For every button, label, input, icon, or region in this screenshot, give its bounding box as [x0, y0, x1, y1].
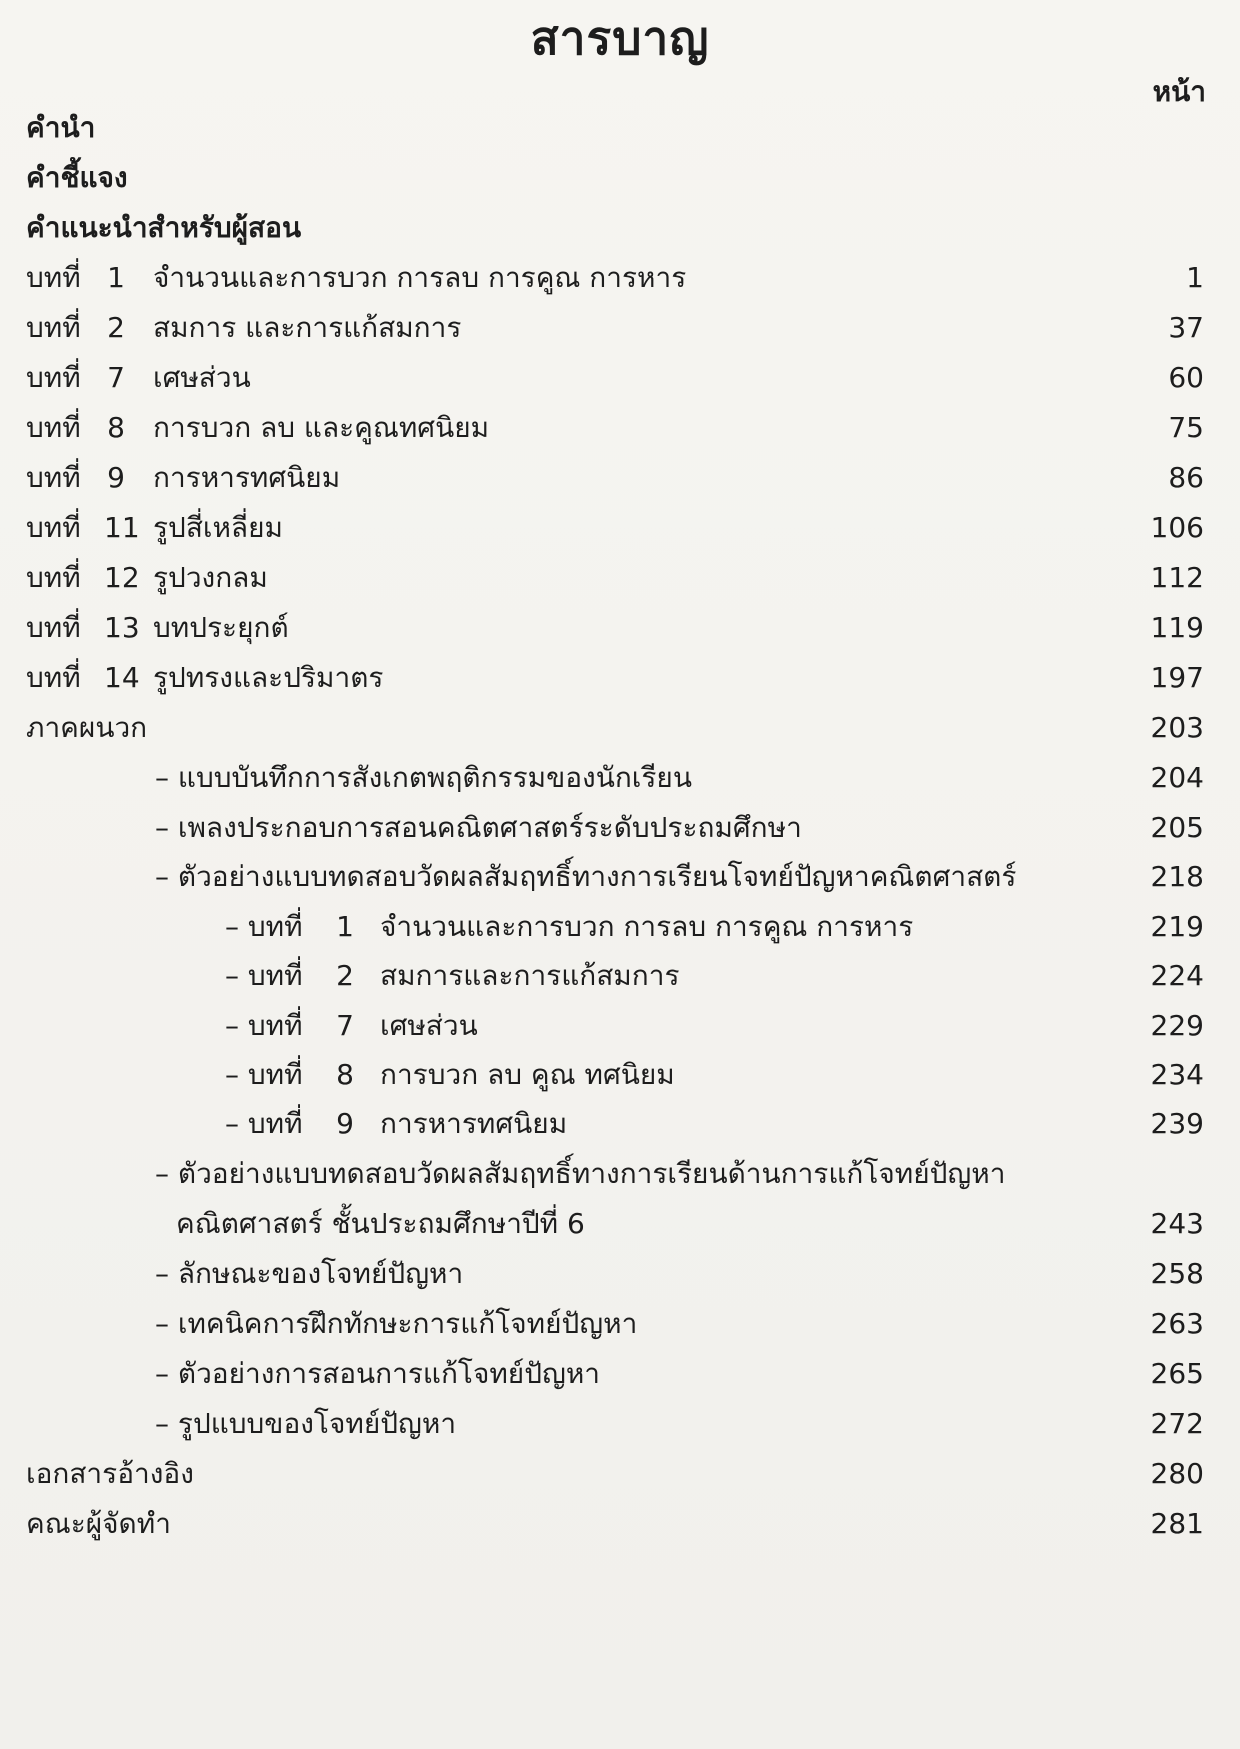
toc-appendix-row [0, 704, 1240, 752]
appendix-item-title: – เทคนิคการฝึกทักษะการแก้โจทย์ปัญหา [155, 1307, 638, 1340]
toc-appendix-subitem [0, 1100, 1240, 1148]
toc-chapter-row [0, 504, 1240, 552]
page-number: 37 [1168, 311, 1204, 344]
toc-entry-label: คณะผู้จัดทำ [26, 1507, 171, 1540]
appendix-item-title: – ตัวอย่างแบบทดสอบวัดผลสัมฤทธิ์ทางการเรียนด้านการแก้โจทย์ปัญหา [155, 1157, 1006, 1190]
chapter-title: สมการ และการแก้สมการ [153, 311, 462, 344]
page-number: 263 [1150, 1307, 1204, 1340]
subitem-label: – บทที่ [225, 1107, 303, 1140]
page-number: 229 [1150, 1009, 1204, 1042]
chapter-title: จำนวนและการบวก การลบ การคูณ การหาร [153, 261, 687, 294]
appendix-item-title: – ลักษณะของโจทย์ปัญหา [155, 1257, 464, 1290]
toc-chapter-row [0, 604, 1240, 652]
page-number: 219 [1150, 910, 1204, 943]
toc-appendix-subitem [0, 1051, 1240, 1099]
chapter-label: บทที่ [26, 261, 81, 294]
page-title: สารบาญ [530, 11, 710, 65]
chapter-label: บทที่ [26, 411, 81, 444]
subitem-label: – บทที่ [225, 959, 303, 992]
toc-appendix-subitem [0, 1002, 1240, 1050]
chapter-label: บทที่ [26, 511, 81, 544]
toc-chapter-row [0, 254, 1240, 302]
page-number: 218 [1150, 860, 1204, 893]
page-number: 281 [1150, 1507, 1204, 1540]
chapter-title: รูปสี่เหลี่ยม [153, 511, 283, 544]
subitem-number: 1 [336, 910, 354, 943]
page-number: 239 [1150, 1107, 1204, 1140]
chapter-title: รูปทรงและปริมาตร [153, 661, 384, 694]
chapter-number: 9 [107, 461, 125, 494]
chapter-number: 13 [104, 611, 140, 644]
toc-appendix-item [0, 1300, 1240, 1348]
chapter-number: 1 [107, 261, 125, 294]
subitem-label: – บทที่ [225, 1058, 303, 1091]
page-number: 86 [1168, 461, 1204, 494]
toc-appendix-subitem [0, 903, 1240, 951]
toc-chapter-row [0, 554, 1240, 602]
appendix-item-title-continued: คณิตศาสตร์ ชั้นประถมศึกษาปีที่ 6 [176, 1207, 585, 1240]
page-number: 60 [1168, 361, 1204, 394]
chapter-number: 12 [104, 561, 140, 594]
toc-appendix-item [0, 804, 1240, 852]
page-number: 224 [1150, 959, 1204, 992]
chapter-number: 2 [107, 311, 125, 344]
page-column-label: หน้า [1152, 75, 1206, 108]
chapter-number: 11 [104, 511, 140, 544]
appendix-label: ภาคผนวก [26, 711, 148, 744]
page-number: 272 [1150, 1407, 1204, 1440]
subitem-title: เศษส่วน [380, 1009, 478, 1042]
page-number: 280 [1150, 1457, 1204, 1490]
chapter-label: บทที่ [26, 361, 81, 394]
toc-appendix-item [0, 1250, 1240, 1298]
chapter-number: 14 [104, 661, 140, 694]
toc-entry-label: เอกสารอ้างอิง [26, 1457, 194, 1490]
toc-appendix-item [0, 1400, 1240, 1448]
subitem-number: 8 [336, 1058, 354, 1091]
chapter-title: การบวก ลบ และคูณทศนิยม [153, 411, 490, 444]
page-number: 197 [1150, 661, 1204, 694]
toc-entry-label: คำชี้แจง [26, 161, 128, 194]
toc-entry-editorial-team [0, 1500, 1240, 1548]
toc-appendix-item [0, 1150, 1240, 1198]
appendix-item-title: – รูปแบบของโจทย์ปัญหา [155, 1407, 457, 1440]
page-number: 243 [1150, 1207, 1204, 1240]
subitem-label: – บทที่ [225, 910, 303, 943]
subitem-title: การหารทศนิยม [380, 1107, 568, 1140]
toc-entry-teacher-guide [0, 204, 1240, 252]
chapter-number: 7 [107, 361, 125, 394]
page-number: 119 [1150, 611, 1204, 644]
chapter-number: 8 [107, 411, 125, 444]
appendix-item-title: – ตัวอย่างแบบทดสอบวัดผลสัมฤทธิ์ทางการเรียนโจทย์ปัญหาคณิตศาสตร์ [155, 860, 1017, 893]
subitem-title: การบวก ลบ คูณ ทศนิยม [380, 1058, 675, 1091]
page-number: 203 [1150, 711, 1204, 744]
page-number: 205 [1150, 811, 1204, 844]
chapter-label: บทที่ [26, 661, 81, 694]
subitem-label: – บทที่ [225, 1009, 303, 1042]
toc-appendix-item [0, 853, 1240, 901]
chapter-title: เศษส่วน [153, 361, 251, 394]
chapter-label: บทที่ [26, 561, 81, 594]
chapter-label: บทที่ [26, 461, 81, 494]
subitem-number: 2 [336, 959, 354, 992]
toc-entry-label: คำนำ [26, 111, 96, 144]
page-number: 234 [1150, 1058, 1204, 1091]
toc-chapter-row [0, 454, 1240, 502]
chapter-title: การหารทศนิยม [153, 461, 341, 494]
toc-entry-preface [0, 104, 1240, 152]
toc-appendix-item-continued [0, 1200, 1240, 1248]
subitem-number: 7 [336, 1009, 354, 1042]
page-number: 112 [1150, 561, 1204, 594]
subitem-number: 9 [336, 1107, 354, 1140]
chapter-label: บทที่ [26, 311, 81, 344]
toc-chapter-row [0, 404, 1240, 452]
subitem-title: สมการและการแก้สมการ [380, 959, 680, 992]
chapter-title: บทประยุกต์ [153, 611, 289, 644]
page-number: 75 [1168, 411, 1204, 444]
toc-appendix-subitem [0, 952, 1240, 1000]
page-number: 204 [1150, 761, 1204, 794]
toc-entry-explanation [0, 154, 1240, 202]
page-number: 106 [1150, 511, 1204, 544]
appendix-item-title: – แบบบันทึกการสังเกตพฤติกรรมของนักเรียน [155, 761, 692, 794]
page-number: 265 [1150, 1357, 1204, 1390]
appendix-item-title: – เพลงประกอบการสอนคณิตศาสตร์ระดับประถมศึกษา [155, 811, 802, 844]
toc-chapter-row [0, 354, 1240, 402]
subitem-title: จำนวนและการบวก การลบ การคูณ การหาร [380, 910, 914, 943]
toc-entry-references [0, 1450, 1240, 1498]
toc-appendix-item [0, 1350, 1240, 1398]
chapter-title: รูปวงกลม [153, 561, 268, 594]
page-number: 258 [1150, 1257, 1204, 1290]
chapter-label: บทที่ [26, 611, 81, 644]
appendix-item-title: – ตัวอย่างการสอนการแก้โจทย์ปัญหา [155, 1357, 601, 1390]
page-number: 1 [1186, 261, 1204, 294]
toc-appendix-item [0, 754, 1240, 802]
toc-chapter-row [0, 304, 1240, 352]
toc-entry-label: คำแนะนำสำหรับผู้สอน [26, 211, 302, 244]
toc-chapter-row [0, 654, 1240, 702]
